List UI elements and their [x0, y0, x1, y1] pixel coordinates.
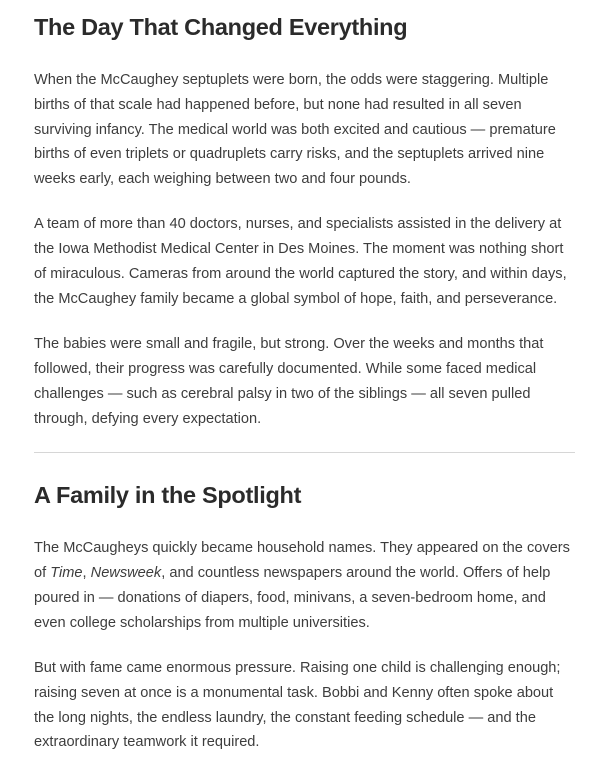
section-day-that-changed: [34, 12, 575, 431]
paragraph: [34, 536, 575, 635]
paragraph: A team of more than 40 doctors, nurses, and specialists assisted in the delivery at the Iowa Methodist Medical Center in Des Moines. The moment was nothing short of miraculous. Cameras from around the world captured the story, and within days, the McCaughey family became a global symbol of hope, faith, and perseverance.: [34, 216, 567, 307]
paragraph: The babies were small and fragile, but strong. Over the weeks and months that followed, their progress was carefully documented. While some faced medical challenges — such as cerebral palsy in two of the siblings — all seven pulled through, defying every expectation.: [34, 336, 544, 427]
paragraph: But with fame came enormous pressure. Raising one child is challenging enough; raising seven at once is a monumental task. Bobbi and Kenny often spoke about the long nights, the endless laundry, the constant feeding schedule — and the extraordinary teamwork it required.: [34, 660, 561, 751]
section-heading: The Day That Changed Everything: [34, 14, 408, 40]
section-heading: A Family in the Spotlight: [34, 482, 302, 509]
paragraph-text: , and countless newspapers around the world. Offers of help poured in — donations of diapers, food, minivans, a seven-bedroom home, and even college scholarships from multiple universities.: [34, 565, 551, 631]
article: [34, 0, 575, 755]
magazine-title: Time: [50, 565, 83, 582]
paragraph: When the McCaughey septuplets were born, the odds were staggering. Multiple births of that scale had happened before, but none had resulted in all seven surviving infancy. The medical world was both excited and cautious — premature births of even triplets or quadruplets carry risks, and the septuplets arrived nine weeks early, each weighing between two and four pounds.: [34, 72, 556, 188]
paragraph-text: ,: [82, 565, 91, 582]
section-family-spotlight: [34, 480, 575, 755]
magazine-title: Newsweek: [90, 565, 162, 582]
section-divider: [34, 452, 575, 453]
paragraph-text: The McCaugheys quickly became household names. They appeared on the covers of: [34, 540, 570, 582]
